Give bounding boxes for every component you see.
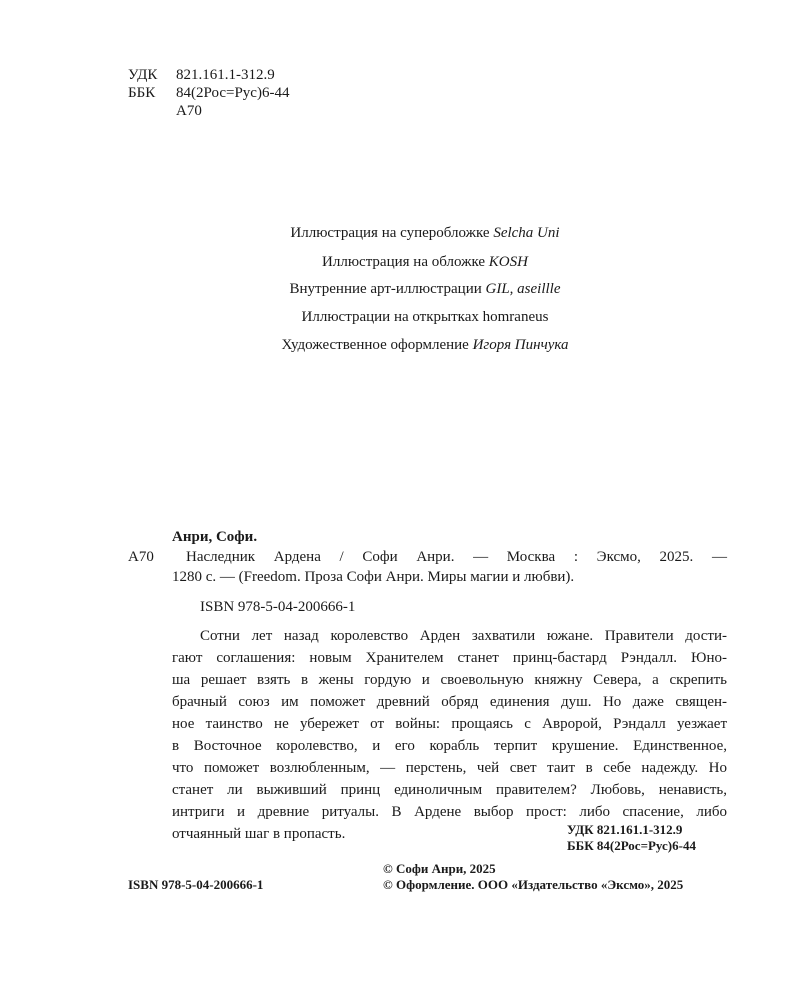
record-isbn: ISBN 978-5-04-200666-1 bbox=[200, 599, 356, 615]
annotation-line: гают соглашения: новым Хранителем станет принц-бастард Рэндалл. Юно- bbox=[172, 650, 727, 666]
annotation-line: станет ли выживший принц единоличным правителем? Любовь, ненависть, bbox=[172, 782, 727, 798]
credit-label: Иллюстрация на суперобложке bbox=[290, 225, 494, 241]
credit-name: Игоря Пинчука bbox=[472, 337, 569, 353]
record-udk: УДК 821.161.1-312.9 bbox=[567, 822, 683, 837]
credit-line bbox=[200, 280, 650, 298]
udk-value: 821.161.1-312.9 bbox=[176, 67, 275, 83]
author-sign: А70 bbox=[176, 103, 202, 119]
credit-name: GIL, aseillle bbox=[485, 281, 561, 297]
credit-label: Внутренние арт-иллюстрации bbox=[289, 281, 486, 297]
annotation-line: Сотни лет назад королевство Арден захватили южане. Правители дости- bbox=[200, 628, 727, 644]
credit-label: Художественное оформление bbox=[281, 337, 473, 353]
annotation-line: в Восточное королевство, и его корабль терпит крушение. Единственное, bbox=[172, 738, 727, 754]
credit-name: homraneus bbox=[482, 309, 549, 325]
credit-name: Selcha Uni bbox=[493, 225, 560, 241]
record-author: Анри, Софи. bbox=[172, 529, 258, 545]
credit-line bbox=[200, 253, 650, 271]
annotation-line: что поможет возлюбленным, — перстень, чей свет таит в себе надежду. Но bbox=[172, 760, 727, 776]
record-title-line: 1280 с. — (Freedom. Проза Софи Анри. Миры магии и любви). bbox=[172, 569, 575, 585]
copyright-author: © Софи Анри, 2025 bbox=[383, 861, 496, 876]
record-bbk: ББК 84(2Рос=Рус)6-44 bbox=[567, 838, 696, 853]
credit-line bbox=[200, 308, 650, 326]
annotation-line: брачный союз им поможет древний обряд единения душ. Но даже священ- bbox=[172, 694, 727, 710]
bbk-value: 84(2Рос=Рус)6-44 bbox=[176, 85, 290, 101]
credit-label: Иллюстрации на открытках bbox=[301, 309, 483, 325]
credit-label: Иллюстрация на обложке bbox=[322, 254, 489, 270]
footer-isbn: ISBN 978-5-04-200666-1 bbox=[128, 877, 264, 892]
copyright-design: © Оформление. ООО «Издательство «Эксмо», 2025 bbox=[383, 877, 684, 892]
annotation-line: отчаянный шаг в пропасть. bbox=[172, 826, 346, 842]
credit-line bbox=[200, 336, 650, 354]
record-title-line: Наследник Ардена / Софи Анри. — Москва : Эксмо, 2025. — bbox=[186, 549, 727, 565]
bbk-label: ББК bbox=[128, 85, 156, 101]
credit-line bbox=[200, 224, 650, 242]
annotation-line: ное таинство не убережет от войны: прощаясь с Авророй, Рэндалл уезжает bbox=[172, 716, 727, 732]
udk-label: УДК bbox=[128, 67, 158, 83]
record-author-sign: А70 bbox=[128, 549, 154, 565]
annotation-line: ша решает взять в жены гордую и своевольную княжну Севера, а скрепить bbox=[172, 672, 727, 688]
annotation-line: интриги и древние ритуалы. В Ардене выбор прост: либо спасение, либо bbox=[172, 804, 727, 820]
credit-name: KOSH bbox=[488, 254, 528, 270]
